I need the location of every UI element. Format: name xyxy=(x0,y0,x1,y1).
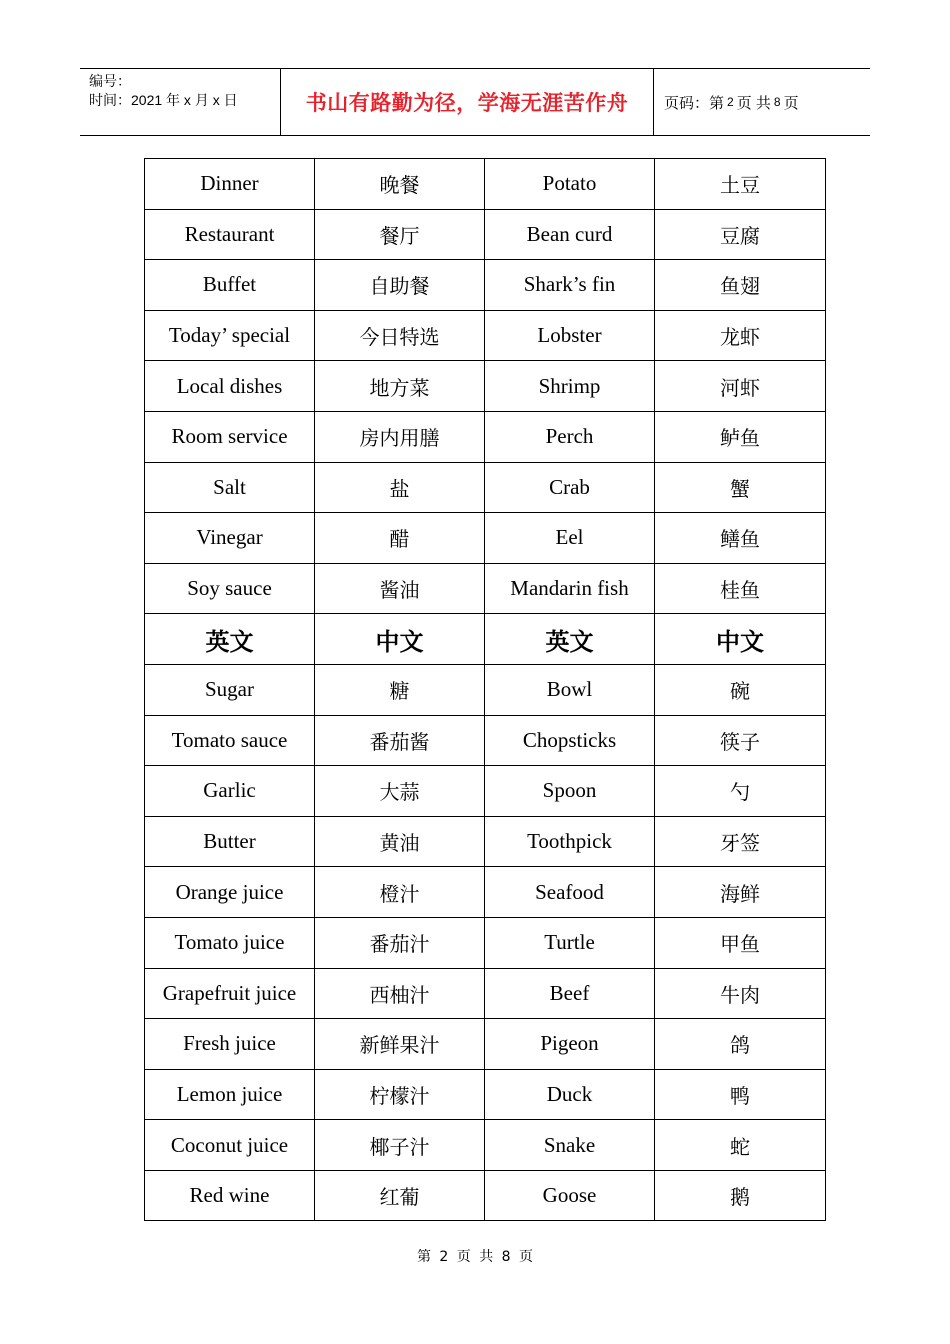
english-term: Mandarin fish xyxy=(485,563,655,614)
chinese-term: 龙虾 xyxy=(655,310,826,361)
table-row xyxy=(145,1019,826,1070)
chinese-term: 鹅 xyxy=(655,1170,826,1221)
chinese-term: 筷子 xyxy=(655,715,826,766)
document-date: 时间：2021 年 x 月 x 日 xyxy=(89,92,238,108)
english-term: Buffet xyxy=(145,260,315,311)
chinese-term: 餐厅 xyxy=(315,209,485,260)
table-row xyxy=(145,513,826,564)
english-term: Grapefruit juice xyxy=(145,968,315,1019)
header-page-number xyxy=(654,69,870,135)
chinese-term: 糖 xyxy=(315,664,485,715)
chinese-term: 红葡 xyxy=(315,1170,485,1221)
chinese-term: 房内用膳 xyxy=(315,411,485,462)
page-footer: 第 2 页 共 8 页 xyxy=(416,1249,534,1265)
table-row xyxy=(145,816,826,867)
english-term: Duck xyxy=(485,1069,655,1120)
english-term: Vinegar xyxy=(145,513,315,564)
english-term: Orange juice xyxy=(145,867,315,918)
table-row xyxy=(145,411,826,462)
english-term: Dinner xyxy=(145,159,315,210)
table-row xyxy=(145,867,826,918)
document-number-label: 编号： xyxy=(89,73,131,89)
english-term: Perch xyxy=(485,411,655,462)
vocabulary-table-body xyxy=(145,159,826,1221)
page-current: 2 xyxy=(727,95,734,109)
english-term: Bean curd xyxy=(485,209,655,260)
table-row xyxy=(145,917,826,968)
english-term: Lobster xyxy=(485,310,655,361)
english-term: Potato xyxy=(485,159,655,210)
english-term: Restaurant xyxy=(145,209,315,260)
chinese-term: 黄油 xyxy=(315,816,485,867)
english-term: Salt xyxy=(145,462,315,513)
english-term: Bowl xyxy=(485,664,655,715)
chinese-term: 番茄酱 xyxy=(315,715,485,766)
column-header: 中文 xyxy=(655,614,826,665)
chinese-term: 椰子汁 xyxy=(315,1120,485,1171)
english-term: Turtle xyxy=(485,917,655,968)
chinese-term: 碗 xyxy=(655,664,826,715)
chinese-term: 晚餐 xyxy=(315,159,485,210)
chinese-term: 蛇 xyxy=(655,1120,826,1171)
english-term: Room service xyxy=(145,411,315,462)
english-term: Eel xyxy=(485,513,655,564)
chinese-term: 盐 xyxy=(315,462,485,513)
chinese-term: 勺 xyxy=(655,766,826,817)
chinese-term: 鱼翅 xyxy=(655,260,826,311)
table-row xyxy=(145,968,826,1019)
english-term: Goose xyxy=(485,1170,655,1221)
page-prefix: 页码：第 xyxy=(664,94,725,112)
column-header: 中文 xyxy=(315,614,485,665)
table-row xyxy=(145,260,826,311)
table-row xyxy=(145,766,826,817)
english-term: Sugar xyxy=(145,664,315,715)
header-meta xyxy=(80,69,281,135)
chinese-term: 鸭 xyxy=(655,1069,826,1120)
page-header xyxy=(80,68,870,136)
chinese-term: 西柚汁 xyxy=(315,968,485,1019)
chinese-term: 酱油 xyxy=(315,563,485,614)
chinese-term: 河虾 xyxy=(655,361,826,412)
english-term: Shrimp xyxy=(485,361,655,412)
english-term: Seafood xyxy=(485,867,655,918)
table-header-row xyxy=(145,614,826,665)
page-mid: 页 共 xyxy=(736,94,771,112)
page-total: 8 xyxy=(773,95,781,109)
english-term: Tomato juice xyxy=(145,917,315,968)
english-term: Crab xyxy=(485,462,655,513)
chinese-term: 橙汁 xyxy=(315,867,485,918)
chinese-term: 桂鱼 xyxy=(655,563,826,614)
header-motto-cell xyxy=(281,69,654,135)
column-header: 英文 xyxy=(485,614,655,665)
english-term: Local dishes xyxy=(145,361,315,412)
english-term: Snake xyxy=(485,1120,655,1171)
chinese-term: 地方菜 xyxy=(315,361,485,412)
english-term: Spoon xyxy=(485,766,655,817)
english-term: Red wine xyxy=(145,1170,315,1221)
english-term: Butter xyxy=(145,816,315,867)
page-suffix: 页 xyxy=(783,94,799,112)
table-row xyxy=(145,563,826,614)
chinese-term: 鳝鱼 xyxy=(655,513,826,564)
english-term: Coconut juice xyxy=(145,1120,315,1171)
chinese-term: 甲鱼 xyxy=(655,917,826,968)
english-term: Toothpick xyxy=(485,816,655,867)
chinese-term: 牙签 xyxy=(655,816,826,867)
chinese-term: 牛肉 xyxy=(655,968,826,1019)
chinese-term: 鲈鱼 xyxy=(655,411,826,462)
english-term: Today’ special xyxy=(145,310,315,361)
chinese-term: 今日特选 xyxy=(315,310,485,361)
table-row xyxy=(145,159,826,210)
chinese-term: 自助餐 xyxy=(315,260,485,311)
english-term: Chopsticks xyxy=(485,715,655,766)
chinese-term: 土豆 xyxy=(655,159,826,210)
chinese-term: 海鲜 xyxy=(655,867,826,918)
header-motto: 书山有路勤为径，学海无涯苦作舟 xyxy=(305,91,629,115)
chinese-term: 番茄汁 xyxy=(315,917,485,968)
english-term: Shark’s fin xyxy=(485,260,655,311)
english-term: Pigeon xyxy=(485,1019,655,1070)
table-row xyxy=(145,1120,826,1171)
table-row xyxy=(145,664,826,715)
chinese-term: 鸽 xyxy=(655,1019,826,1070)
table-row xyxy=(145,361,826,412)
english-term: Beef xyxy=(485,968,655,1019)
chinese-term: 蟹 xyxy=(655,462,826,513)
table-row xyxy=(145,1170,826,1221)
english-term: Tomato sauce xyxy=(145,715,315,766)
column-header: 英文 xyxy=(145,614,315,665)
chinese-term: 醋 xyxy=(315,513,485,564)
table-row xyxy=(145,310,826,361)
english-term: Fresh juice xyxy=(145,1019,315,1070)
english-term: Lemon juice xyxy=(145,1069,315,1120)
table-row xyxy=(145,209,826,260)
chinese-term: 大蒜 xyxy=(315,766,485,817)
vocabulary-table xyxy=(144,158,826,1221)
table-row xyxy=(145,1069,826,1120)
english-term: Soy sauce xyxy=(145,563,315,614)
table-row xyxy=(145,462,826,513)
chinese-term: 豆腐 xyxy=(655,209,826,260)
english-term: Garlic xyxy=(145,766,315,817)
chinese-term: 柠檬汁 xyxy=(315,1069,485,1120)
table-row xyxy=(145,715,826,766)
chinese-term: 新鲜果汁 xyxy=(315,1019,485,1070)
